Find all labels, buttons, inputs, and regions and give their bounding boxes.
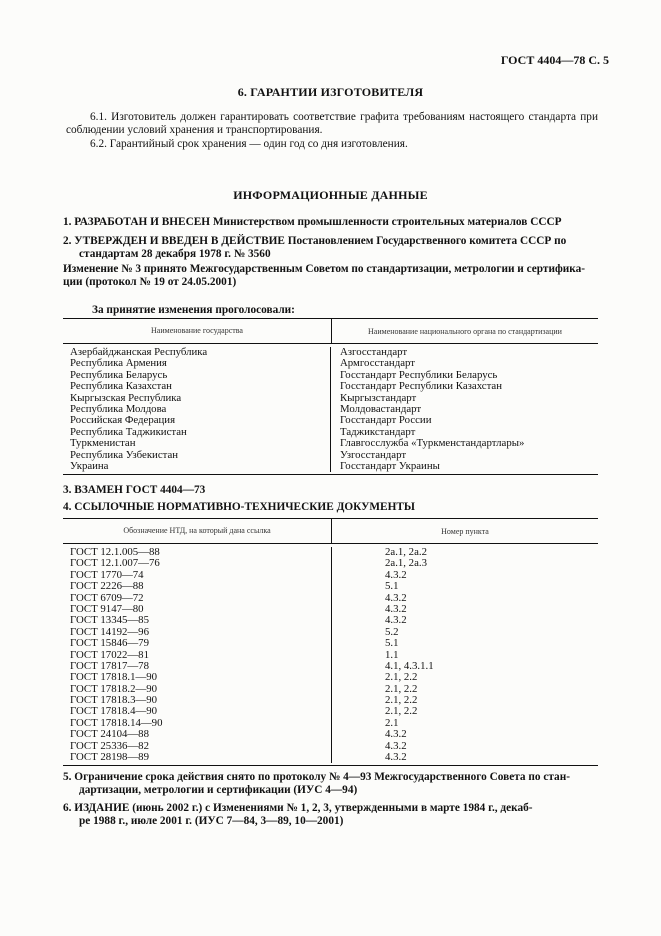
states-header-state: Наименование государства	[63, 319, 332, 343]
bodies-column	[331, 347, 598, 472]
voted-label: За принятие изменения проголосовали:	[92, 304, 295, 316]
states-column	[63, 347, 331, 472]
state-name: Республика Узбекистан	[70, 448, 179, 461]
info-item-4: 4. ССЫЛОЧНЫЕ НОРМАТИВНО-ТЕХНИЧЕСКИЕ ДОКУМЕНТЫ	[63, 501, 415, 513]
info-item-2-line-2: стандартам 28 декабря 1978 г. № 3560	[79, 248, 271, 260]
info-item-6	[63, 802, 600, 828]
reference-document: ГОСТ 2226—88	[70, 580, 144, 593]
standards-body-name: Азгосстандарт	[340, 346, 408, 358]
info-item-3: 3. ВЗАМЕН ГОСТ 4404—73	[63, 484, 206, 496]
state-name: Азербайджанская Республика	[70, 346, 208, 358]
standards-body-name: Главгосслужба «Туркменстандартлары»	[340, 437, 525, 450]
paragraph-6-2	[66, 138, 598, 151]
section-6-title: 6. ГАРАНТИИ ИЗГОТОВИТЕЛЯ	[237, 85, 424, 99]
state-name: Республика Казахстан	[70, 380, 172, 393]
standards-body-name: Армгосстандарт	[340, 357, 415, 370]
clauses-column	[332, 547, 591, 763]
clause-number: 2.1, 2.2	[385, 671, 418, 684]
clause-number: 4.3.2	[385, 568, 407, 581]
docs-column	[63, 547, 332, 763]
reference-document: ГОСТ 17818.3—90	[70, 694, 158, 707]
info-item-2-line-1: 2. УТВЕРЖДЕН И ВВЕДЕН В ДЕЙСТВИЕ Постановлением Государственного комитета СССР по	[63, 235, 567, 247]
state-name: Российская Федерация	[70, 414, 176, 427]
state-name: Республика Таджикистан	[70, 425, 187, 438]
paragraph-6-1-text: 6.1. Изготовитель должен гарантировать соответствие графита требованиям настоящего стандарта при соблюдении условий хранения и транспортирования.	[66, 111, 598, 136]
standards-body-name: Госстандарт Республики Беларусь	[340, 368, 498, 381]
state-name: Туркменистан	[70, 437, 136, 450]
change-note	[63, 263, 600, 289]
state-name: Республика Армения	[70, 357, 167, 370]
reference-document: ГОСТ 24104—88	[70, 728, 149, 741]
info-item-2	[63, 235, 600, 261]
state-name: Кыргызская Республика	[70, 391, 182, 404]
reference-document: ГОСТ 17818.1—90	[70, 671, 158, 684]
clause-number: 4.3.2	[385, 614, 407, 627]
reference-document: ГОСТ 13345—85	[70, 614, 149, 627]
refs-header-clause: Номер пункта	[441, 526, 489, 536]
clause-number: 4.3.2	[385, 728, 407, 741]
state-name: Украина	[70, 459, 109, 472]
clause-number: 4.1, 4.3.1.1	[385, 659, 434, 672]
clause-number: 2а.1, 2а.2	[385, 546, 427, 558]
refs-header-doc: Обозначение НТД, на который дана ссылка	[63, 519, 332, 543]
reference-document: ГОСТ 17022—81	[70, 648, 149, 661]
standards-body-name: Госстандарт Украины	[340, 459, 440, 472]
standards-body-name: Госстандарт Республики Казахстан	[340, 380, 502, 393]
standards-body-name: Молдовастандарт	[340, 402, 422, 415]
reference-document: ГОСТ 28198—89	[70, 751, 149, 764]
clause-number: 2.1	[385, 716, 399, 729]
states-table	[63, 318, 598, 475]
change-note-line-2: ции (протокол № 19 от 24.05.2001)	[63, 276, 237, 288]
reference-document: ГОСТ 12.1.005—88	[70, 546, 160, 558]
clause-number: 4.3.2	[385, 591, 407, 604]
references-table-header	[63, 519, 598, 544]
reference-document: ГОСТ 6709—72	[70, 591, 144, 604]
info-item-6-line-2: ре 1988 г., июле 2001 г. (ИУС 7—84, 3—89, 10—2001)	[79, 815, 344, 827]
reference-document: ГОСТ 17818.4—90	[70, 705, 158, 718]
states-table-body	[63, 344, 598, 474]
clause-number: 2.1, 2.2	[385, 682, 418, 695]
states-header-body: Наименование национального органа по стандартизации	[368, 326, 562, 336]
reference-document: ГОСТ 1770—74	[70, 568, 144, 581]
standards-body-name: Госстандарт России	[340, 414, 432, 427]
paragraph-6-1	[66, 111, 598, 137]
clause-number: 4.3.2	[385, 602, 407, 615]
standards-body-name: Таджикстандарт	[340, 425, 416, 438]
reference-document: ГОСТ 15846—79	[70, 637, 149, 650]
clause-number: 2а.1, 2а.3	[385, 557, 427, 570]
clause-number: 4.3.2	[385, 739, 407, 752]
state-name: Республика Молдова	[70, 402, 167, 415]
standards-body-name: Узгосстандарт	[340, 448, 407, 461]
reference-document: ГОСТ 25336—82	[70, 739, 149, 752]
reference-document: ГОСТ 17818.14—90	[70, 716, 163, 729]
info-title: ИНФОРМАЦИОННЫЕ ДАННЫЕ	[233, 188, 428, 202]
paragraph-6-2-text: 6.2. Гарантийный срок хранения — один год со дня изготовления.	[90, 138, 408, 150]
clause-number: 2.1, 2.2	[385, 705, 418, 718]
info-item-1: 1. РАЗРАБОТАН И ВНЕСЕН Министерством промышленности строительных материалов СССР	[63, 216, 562, 228]
reference-document: ГОСТ 12.1.007—76	[70, 557, 160, 570]
clause-number: 2.1, 2.2	[385, 694, 418, 707]
references-table	[63, 518, 598, 766]
standards-body-name: Кыргызстандарт	[340, 391, 417, 404]
reference-document: ГОСТ 9147—80	[70, 602, 144, 615]
clause-number: 5.1	[385, 637, 399, 650]
info-item-5	[63, 771, 600, 797]
clause-number: 1.1	[385, 648, 399, 661]
info-item-5-line-1: 5. Ограничение срока действия снято по протоколу № 4—93 Межгосударственного Совета по стан-	[63, 771, 570, 783]
clause-number: 4.3.2	[385, 751, 407, 764]
state-name: Республика Беларусь	[70, 368, 168, 381]
clause-number: 5.1	[385, 580, 399, 593]
clause-number: 5.2	[385, 625, 399, 638]
reference-document: ГОСТ 17818.2—90	[70, 682, 158, 695]
reference-document: ГОСТ 17817—78	[70, 659, 149, 672]
info-item-6-line-1: 6. ИЗДАНИЕ (июнь 2002 г.) с Изменениями № 1, 2, 3, утвержденными в марте 1984 г., декаб-	[63, 802, 533, 814]
reference-document: ГОСТ 14192—96	[70, 625, 149, 638]
change-note-line-1: Изменение № 3 принято Межгосударственным Советом по стандартизации, метрологии и сертифика-	[63, 263, 586, 275]
page-header: ГОСТ 4404—78 С. 5	[500, 53, 609, 67]
states-table-header	[63, 319, 598, 344]
info-item-5-line-2: дартизации, метрологии и сертификации (ИУС 4—94)	[79, 784, 358, 796]
references-table-body	[63, 544, 598, 765]
